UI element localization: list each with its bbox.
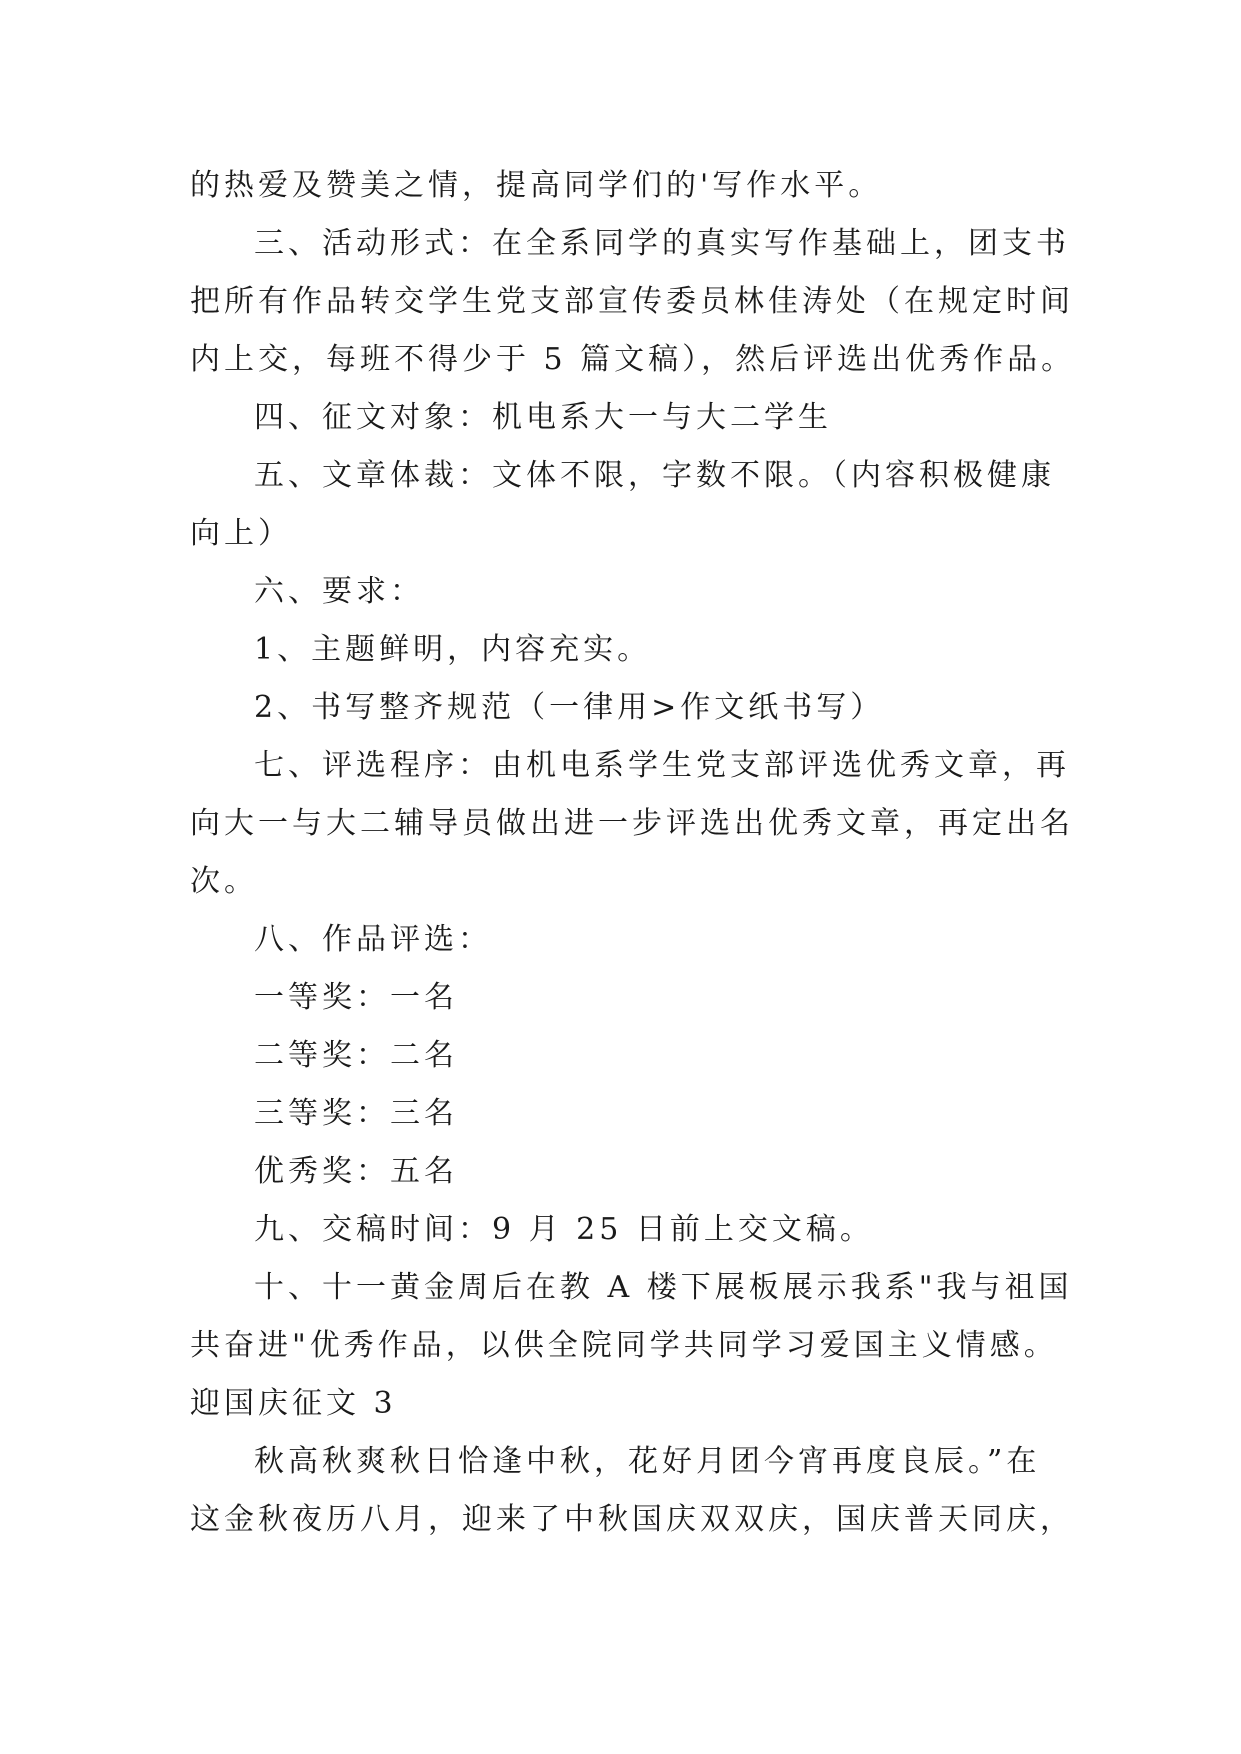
paragraph-line: 四、征文对象：机电系大一与大二学生 [254,400,832,435]
paragraph-line: 次。 [190,864,258,899]
paragraph-line: 这金秋夜历八月，迎来了中秋国庆双双庆，国庆普天同庆， [190,1502,1074,1537]
document-body [190,157,1076,1549]
section-heading: 八、作品评选： [254,922,492,957]
paragraph-line: 向大一与大二辅导员做出进一步评选出优秀文章，再定出名 [190,806,1074,841]
paragraph-line: 三、活动形式：在全系同学的真实写作基础上，团支书 [254,226,1070,261]
award-item: 一等奖：一名 [254,980,458,1015]
paragraph-line: 九、交稿时间：9 月 25 日前上交文稿。 [254,1212,874,1247]
paragraph-line: 十、十一黄金周后在教 A 楼下展板展示我系"我与祖国 [254,1270,1073,1305]
section-heading: 六、要求： [254,574,424,609]
paragraph-line: 七、评选程序：由机电系学生党支部评选优秀文章，再 [254,748,1070,783]
award-item: 二等奖：二名 [254,1038,458,1073]
paragraph-line: 内上交，每班不得少于 5 篇文稿），然后评选出优秀作品。 [190,342,1076,377]
list-item: 1、主题鲜明，内容充实。 [254,632,652,667]
paragraph-line: 的热爱及赞美之情，提高同学们的'写作水平。 [190,168,883,203]
article-title: 迎国庆征文 3 [190,1386,397,1421]
paragraph-line: 共奋进"优秀作品，以供全院同学共同学习爱国主义情感。 [190,1328,1058,1363]
paragraph-line: 五、文章体裁：文体不限，字数不限。（内容积极健康 [254,458,1055,493]
paragraph-line: 把所有作品转交学生党支部宣传委员林佳涛处（在规定时间 [190,284,1074,319]
paragraph-line: 向上） [190,516,292,551]
list-item: 2、书写整齐规范（一律用>作文纸书写） [254,690,885,725]
award-item: 优秀奖：五名 [254,1154,458,1189]
paragraph-line: 秋高秋爽秋日恰逢中秋，花好月团今宵再度良辰。”在 [254,1444,1041,1479]
award-item: 三等奖：三名 [254,1096,458,1131]
